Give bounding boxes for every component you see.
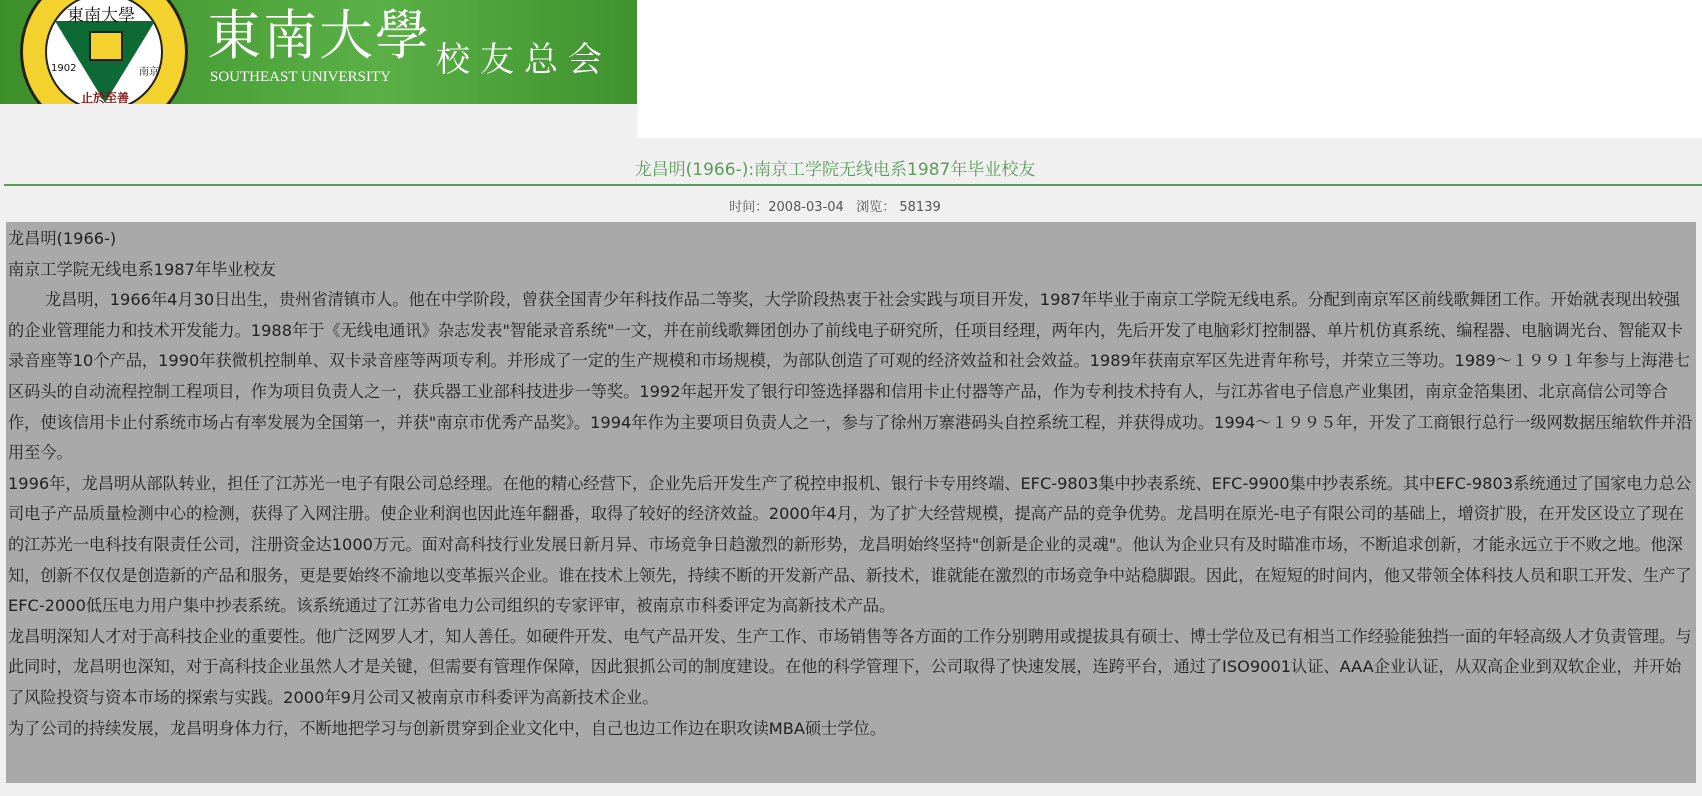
header-blank-area (637, 0, 1702, 138)
article-name-line: 龙昌明(1966-) (8, 229, 117, 248)
school-name-en: SOUTHEAST UNIVERSITY (210, 69, 391, 85)
article-title: 龙昌明(1966-):南京工学院无线电系1987年毕业校友 (634, 160, 1036, 180)
article-paragraph: 为了公司的持续发展，龙昌明身体力行，不断地把学习与创新贯穿到企业文化中，自己也边工作边在职攻读MBA硕士学位。 (8, 718, 886, 738)
logo-year: 1902 (51, 63, 77, 74)
logo-top-text: 東南大學 (67, 6, 135, 26)
title-divider (4, 184, 1702, 186)
article-body (6, 222, 1696, 783)
alumni-association-title: 校友总会 (436, 40, 612, 80)
time-label: 时间： (729, 200, 769, 215)
views-label: 浏览： (856, 200, 896, 215)
article-paragraph: 1996年，龙昌明从部队转业，担任了江苏光一电子有限公司总经理。在他的精心经营下，企业先后开发生产了税控申报机、银行卡专用终端、EFC-9803集中抄表系统、EFC-9900集中抄表系统。其中EFC-9803系统通过了国家电力总公司电子产品质量检测中心的检测，获得了入网注册。使企业利润也因此连年翻番，取得了较好的经济效益。2000年4月，为了扩大经营规模，提高产品的竞争优势。龙昌明在原光-电子有限公司的基础上，增资扩股，在开发区设立了现在的江苏光一电科技有限责任公司，注册资金达1000万元。面对高科技行业发展日新月异、市场竞争日趋激烈的新形势，龙昌明始终坚持"创新是企业的灵魂"。他认为企业只有及时瞄准市场，不断追求创新，才能永远立于不败之地。他深知，创新不仅仅是创造新的产品和服务，更是要始终不渝地以变革振兴企业。谁在技术上领先，持续不断的开发新产品、新技术，谁就能在激烈的市场竞争中站稳脚跟。因此，在短短的时间内，他又带领全体科技人员和职工开发、生产了EFC-2000低压电力用户集中抄表系统。该系统通过了江苏省电力公司组织的专家评审，被南京市科委评定为高新技术产品。 (8, 473, 1692, 616)
article-subtitle-line: 南京工学院无线电系1987年毕业校友 (8, 259, 276, 279)
header-banner (0, 0, 637, 104)
university-logo (20, 0, 188, 104)
view-count: 58139 (899, 200, 941, 215)
logo-building-icon (89, 31, 123, 61)
article-paragraph: 龙昌明，1966年4月30日出生，贵州省清镇市人。他在中学阶段，曾获全国青少年科技作品二等奖，大学阶段热衷于社会实践与项目开发，1987年毕业于南京工学院无线电系。分配到南京军区前线歌舞团工作。开始就表现出较强的企业管理能力和技术开发能力。1988年于《无线电通讯》杂志发表"智能录音系统"一文，并在前线歌舞团创办了前线电子研究所，任项目经理，两年内，先后开发了电脑彩灯控制器、单片机仿真系统、编程器、电脑调光台、智能双卡录音座等10个产品，1990年获微机控制单、双卡录音座等两项专利。并形成了一定的生产规模和市场规模，为部队创造了可观的经济效益和社会效益。1989年获南京军区先进青年称号，并荣立三等功。1989～１９９１年参与上海港七区码头的自动流程控制工程项目，作为项目负责人之一，获兵器工业部科技进步一等奖。1992年起开发了银行印签选择器和信用卡止付器等产品，作为专利技术持有人，与江苏省电子信息产业集团，南京金箔集团、北京高信公司等合作，使该信用卡止付系统市场占有率发展为全国第一，并获"南京市优秀产品奖》。1994年作为主要项目负责人之一，参与了徐州万寨港码头自控系统工程，并获得成功。1994～１９９５年，开发了工商银行总行一级网数据压缩软件并沿用至今。 (8, 290, 1693, 463)
article-meta (0, 196, 1670, 215)
logo-motto: 止於至善 (80, 91, 129, 104)
logo-city: 南京 (139, 67, 159, 78)
publish-date: 2008-03-04 (768, 200, 844, 215)
article-paragraph: 龙昌明深知人才对于高科技企业的重要性。他广泛网罗人才，知人善任。如硬件开发、电气产品开发、生产工作、市场销售等各方面的工作分别聘用或提拔具有硕士、博士学位及已有相当工作经验能独挡一面的年轻高级人才负责管理。与此同时，龙昌明也深知，对于高科技企业虽然人才是关键，但需要有管理作保障，因此狠抓公司的制度建设。在他的科学管理下，公司取得了快速发展，连跨平台，通过了ISO9001认证、AAA企业认证，从双高企业到双软企业，并开始了风险投资与资本市场的探索与实践。2000年9月公司又被南京市科委评为高新技术企业。 (8, 626, 1692, 707)
school-name: 東南大學 (207, 4, 431, 67)
